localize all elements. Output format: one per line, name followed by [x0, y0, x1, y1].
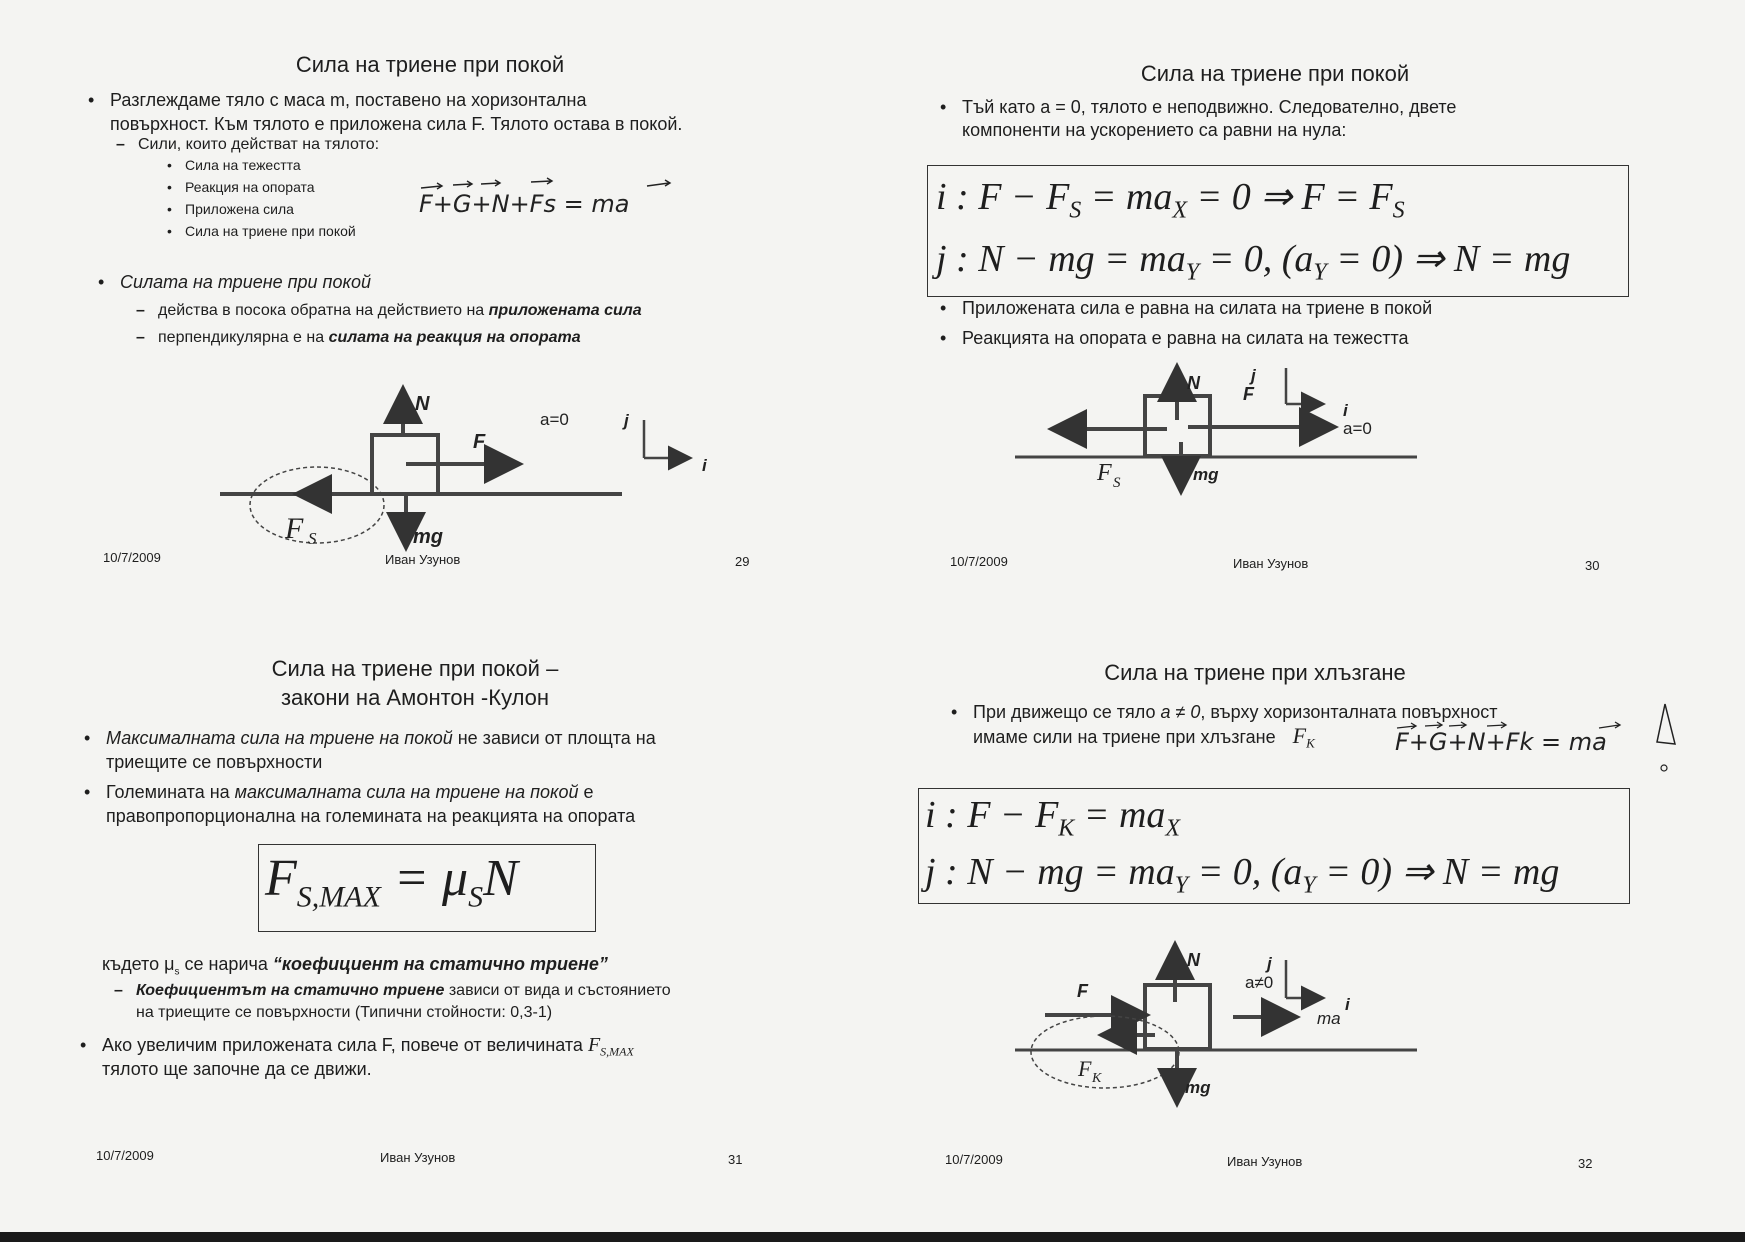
slide-29	[0, 0, 860, 600]
label-Fk: F	[1078, 1056, 1092, 1081]
slide-30	[855, 0, 1715, 600]
bullet: • Ако увеличим приложената сила F, повече от величината $F_{S,MAX}$	[80, 1034, 634, 1059]
slide-32	[855, 620, 1715, 1220]
svg-text:F+G+N+Fk = ma: F+G+N+Fk = ma	[1395, 728, 1607, 756]
sub-item: – действа в посока обратна на действието на приложената сила	[136, 302, 642, 319]
sub-item: – Сили, които действат на тялото:	[116, 136, 380, 153]
sub-continuation: на триещите се повърхности (Типични стойности: 0,3-1)	[136, 1004, 553, 1021]
label-ma: ma	[1317, 1009, 1341, 1028]
bullet: • Приложената сила е равна на силата на триене в покой	[940, 298, 1433, 318]
label-Fs-sub: S	[1113, 475, 1121, 491]
label-j: j	[1267, 954, 1272, 973]
label-mg: mg	[413, 526, 443, 548]
footer-page: 32	[1578, 1156, 1593, 1171]
slide-title: Сила на триене при хлъзгане	[1104, 660, 1406, 685]
label-mg: mg	[1185, 1078, 1211, 1097]
label-N: N	[1187, 373, 1200, 393]
bullet: • При движещо се тяло a ≠ 0, върху хоризонталната повърхност	[951, 702, 1498, 722]
handwritten-equation	[415, 170, 695, 230]
label-j: j	[624, 411, 629, 430]
force-diagram	[1005, 940, 1505, 1110]
label-F: F	[1077, 981, 1088, 1001]
label-i: i	[1343, 401, 1348, 420]
label-Fs: F	[1097, 460, 1112, 486]
label-acceleration: a≠0	[1245, 973, 1274, 992]
footer-page: 29	[735, 554, 750, 569]
equation-j: j : N − mg = $ma_Y = 0$, $(a_Y = 0)$ ⇒ N = mg	[936, 238, 1571, 286]
label-Fs-sub: S	[308, 529, 317, 548]
force-item: • Приложена сила	[167, 201, 294, 217]
svg-text:F+G+N+Fs = ma: F+G+N+Fs = ma	[419, 190, 630, 218]
handwritten-equation	[1395, 720, 1635, 760]
equation-box	[927, 165, 1629, 297]
footer-author: Иван Узунов	[1227, 1154, 1303, 1169]
block	[1145, 985, 1210, 1049]
equation-box	[918, 788, 1630, 904]
scan-edge	[0, 1232, 1745, 1242]
label-mg: mg	[1193, 465, 1219, 484]
bullet: • Тъй като a = 0, тялото е неподвижно. Следователно, двете	[940, 97, 1457, 117]
footer-date: 10/7/2009	[103, 550, 161, 565]
force-item: • Реакция на опората	[167, 179, 315, 195]
pencil-mark	[1653, 700, 1683, 770]
bullet-continuation: тялото ще започне да се движи.	[102, 1059, 372, 1079]
italic-bullet: • Силата на триене при покой	[98, 272, 371, 292]
bullet: • Разглеждаме тяло с маса m, поставено на хоризонтална	[88, 90, 587, 110]
definition-line: където $\mu_s$ се нарича “коефициент на статично триене”	[102, 954, 608, 978]
bullet-continuation: имаме сили на триене при хлъзгане $F_K$	[973, 723, 1315, 751]
force-item: • Сила на триене при покой	[167, 223, 356, 239]
sub-item: – перпендикулярна е на силата на реакция на опората	[136, 329, 581, 346]
sub-text: Сили, които действат на тялото:	[138, 136, 380, 153]
bullet-continuation: компоненти на ускорението са равни на нула:	[962, 120, 1347, 140]
equation-i: i : $F - F_S = ma_X = 0$ ⇒ $F = F_S$	[936, 176, 1405, 224]
label-N: N	[415, 393, 430, 415]
label-F: F	[473, 431, 486, 453]
bullet-text: Разглеждаме тяло с маса m, поставено на хоризонтална	[110, 90, 587, 110]
label-j: j	[1251, 366, 1256, 385]
friction-ellipse	[1031, 1016, 1179, 1088]
footer-author: Иван Узунов	[385, 552, 461, 567]
formula-box	[258, 844, 596, 932]
slide-31	[0, 620, 860, 1220]
bullet-text: Силата на триене при покой	[120, 272, 371, 292]
friction-ellipse	[250, 467, 384, 543]
slide-title: Сила на триене при покой – закони на Амонтон -Кулон	[271, 656, 559, 710]
force-item: • Сила на тежестта	[167, 157, 301, 173]
label-Fs: F	[285, 512, 304, 545]
equation-j: j : N − mg = $ma_Y = 0$, $(a_Y = 0)$ ⇒ N = mg	[925, 851, 1560, 899]
bullet-continuation: повърхност. Към тялото е приложена сила F. Тялото остава в покой.	[110, 114, 683, 134]
footer-author: Иван Узунов	[1233, 556, 1309, 571]
label-acceleration: a=0	[1343, 419, 1372, 438]
bullet: • Максималната сила на триене на покой не зависи от площта на	[84, 728, 656, 748]
max-static-friction-formula: $F_{S,MAX} = \mu_SN$	[265, 850, 518, 914]
label-F: F	[1243, 384, 1254, 404]
slide-title: Сила на триене при покой	[1140, 61, 1410, 86]
sub-item: – Коефициентът на статично триене зависи от вида и състоянието	[114, 982, 671, 999]
bullet-continuation: триещите се повърхности	[106, 752, 323, 772]
footer-date: 10/7/2009	[950, 554, 1008, 569]
force-diagram	[210, 380, 710, 560]
label-Fk-sub: K	[1092, 1071, 1102, 1086]
bullet: • Големината на максималната сила на триене на покой е	[84, 782, 594, 802]
label-acceleration: a=0	[540, 410, 569, 429]
footer-date: 10/7/2009	[96, 1148, 154, 1163]
slide-title: Сила на триене при покой	[295, 52, 565, 77]
footer-author: Иван Узунов	[380, 1150, 456, 1165]
label-i: i	[1345, 995, 1350, 1014]
footer-page: 31	[728, 1152, 743, 1167]
label-i: i	[702, 456, 707, 475]
bullet: • Реакцията на опората е равна на силата на тежестта	[940, 328, 1409, 348]
footer-date: 10/7/2009	[945, 1152, 1003, 1167]
equation-i: i : $F - F_K = ma_X$	[925, 794, 1181, 842]
label-N: N	[1187, 950, 1200, 970]
force-diagram	[1005, 360, 1505, 490]
footer-page: 30	[1585, 558, 1600, 573]
bullet-continuation: правопропорционална на големината на реакцията на опората	[106, 806, 636, 826]
